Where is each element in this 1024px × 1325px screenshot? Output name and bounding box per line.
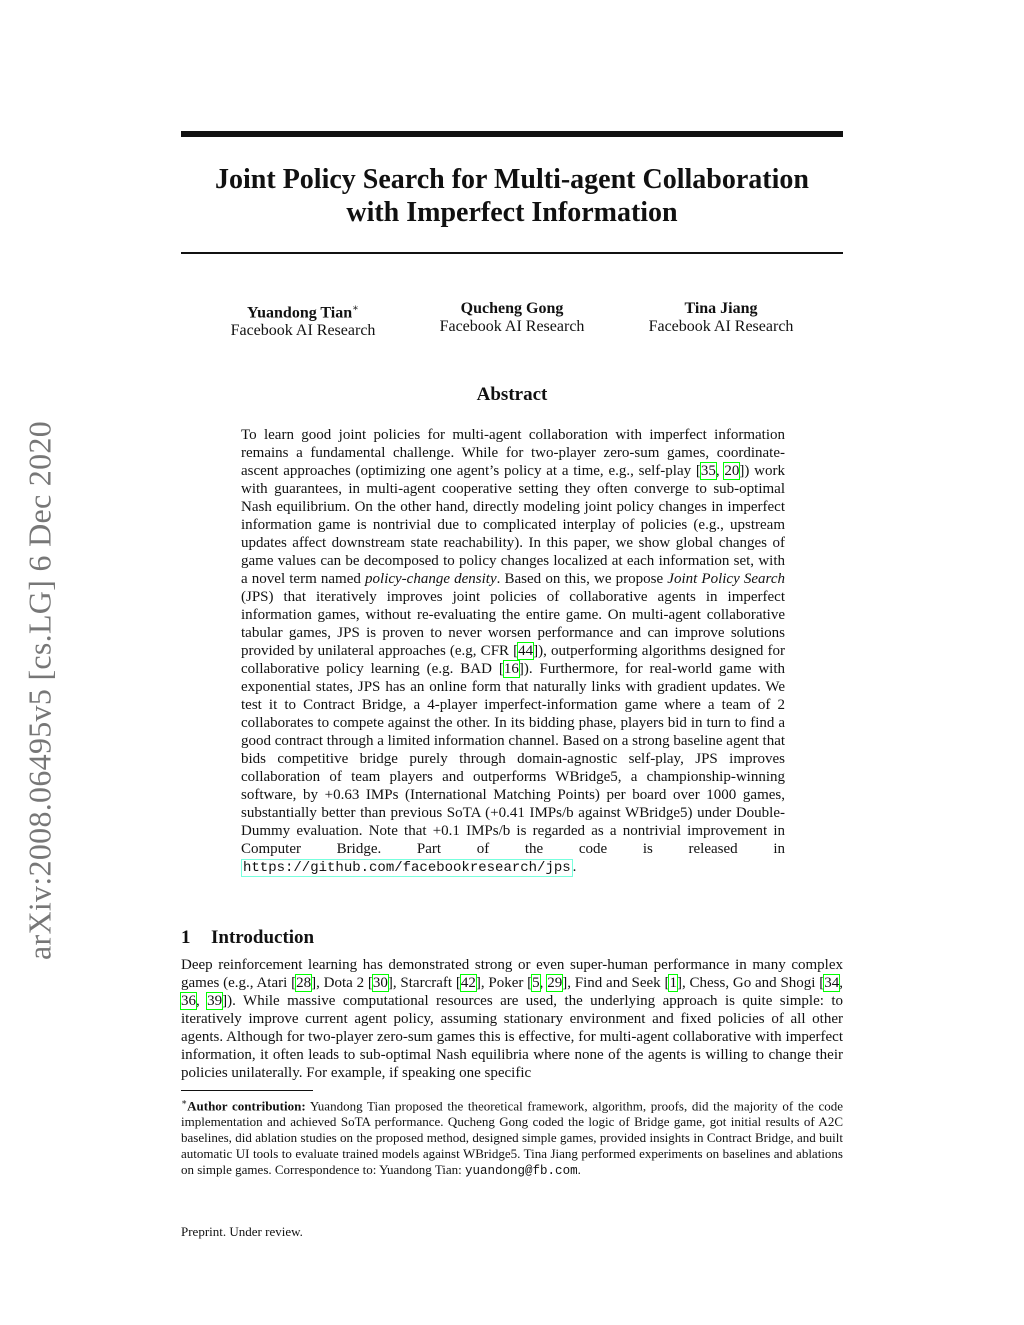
abstract-emphasis: policy-change density (365, 571, 497, 587)
footnote (181, 1094, 843, 1179)
citation-link[interactable]: 28 (296, 975, 312, 991)
intro-span: , (839, 975, 843, 991)
title-rule-bottom (181, 252, 843, 254)
arxiv-stamp: arXiv:2008.06495v5 [cs.LG] 6 Dec 2020 (21, 421, 58, 960)
intro-span: , (539, 975, 548, 991)
intro-span: Deep reinforcement learning has demonstrated strong or even super-human performance in many complex games (e.g., Atari [ (181, 957, 843, 991)
section-heading (181, 927, 314, 949)
citation-link[interactable]: 44 (518, 643, 534, 659)
footnote-end: . (577, 1162, 581, 1178)
title-line-1: Joint Policy Search for Multi-agent Collaboration (215, 164, 809, 195)
title-rule-top (181, 131, 843, 137)
abstract-span: ]) work with guarantees, in multi-agent cooperative setting they often converge to sub-optimal Nash equilibrium. On the other hand, directly modeling joint policy changes in imperfect information game is nontrivial due to complicated interplay of policies (e.g., upstream updates affect downstream state reachability). In this paper, we show global changes of game values can be decomposed to policy changes localized at each information set, with a novel term named (241, 463, 785, 587)
citation-link[interactable]: 42 (460, 975, 476, 991)
intro-paragraph (181, 956, 843, 1082)
intro-span: ], Find and Seek [ (562, 975, 670, 991)
code-url-link[interactable]: https://github.com/facebookresearch/jps (243, 860, 571, 876)
author-3 (601, 300, 841, 336)
section-title: Introduction (211, 927, 315, 948)
author-2 (392, 300, 632, 336)
citation-link[interactable]: 39 (207, 993, 223, 1009)
author-name: Tina Jiang (684, 300, 758, 317)
intro-span: ], Poker [ (475, 975, 533, 991)
author-affiliation: Facebook AI Research (648, 318, 794, 335)
intro-span: , (196, 993, 208, 1009)
author-affiliation: Facebook AI Research (230, 322, 376, 340)
intro-span: ]). While massive computational resources are used, the underlying approach is quite simple: to iteratively improve current agent policy, assuming stationary environment and fixed policies of all other agents. Although for two-player zero-sum games this is effective, for multi-agent collaborative with imperfect information, it often leads to sub-optimal Nash equilibria where none of the agents is willing to change their policies unilaterally. For example, if speaking one specific (181, 993, 843, 1081)
abstract-span: ]), outperforming algorithms designed for collaborative policy learning (e.g. BAD [ (241, 643, 786, 677)
abstract-span: . (572, 859, 577, 875)
author-1 (183, 300, 423, 340)
citation-link[interactable]: 5 (532, 975, 540, 991)
preprint-note: Preprint. Under review. (181, 1224, 303, 1239)
citation-link[interactable]: 1 (669, 975, 677, 991)
citation-link[interactable]: 16 (503, 661, 519, 677)
abstract-span: To learn good joint policies for multi-agent collaboration with imperfect information remains a fundamental challenge. While for two-player zero-sum games, coordinate-ascent approaches (optimizing one agent’s policy at a time, e.g., self-play [ (241, 427, 785, 479)
paper-title (181, 163, 843, 229)
title-line-2: with Imperfect Information (346, 197, 678, 228)
author-name: Yuandong Tian (247, 304, 353, 322)
citation-link[interactable]: 35 (700, 463, 716, 479)
abstract-span: . Based on this, we propose (496, 571, 668, 587)
abstract-text (241, 426, 785, 877)
footnote-text: Yuandong Tian proposed the theoretical framework, algorithm, proofs, did the majority of the code implementation and achieved SoTA performance. Qucheng Gong coded the logic of Bridge game, got initial results of A2C baselines, did ablation studies on the proposed method, designed simple games, provided insights in Contract Bridge, and built automatic UI tools to evaluate trained models against WBridge5. Tina Jiang performed experiments on baselines and ablations on simple games. Correspondence to: Yuandong Tian: (181, 1098, 843, 1178)
abstract-span: , (715, 463, 725, 479)
author-affiliation: Facebook AI Research (439, 318, 585, 335)
citation-link[interactable]: 34 (824, 975, 840, 991)
author-mark: ∗ (352, 303, 359, 314)
footnote-mark: ∗ (181, 1097, 188, 1107)
author-name: Qucheng Gong (460, 300, 564, 317)
email-address[interactable]: yuandong@fb.com (465, 1164, 578, 1179)
intro-span: ], Dota 2 [ (311, 975, 373, 991)
abstract-span: ]). Furthermore, for real-world game with exponential states, JPS has an online form that naturally links with gradient updates. We test it to Contract Bridge, a 4-player imperfect-information game where a team of 2 collaborates to compete against the other. In its bidding phase, players bid in turn to find a good contract through a limited information channel. Based on a strong baseline agent that bids competitive bridge purely through domain-agnostic self-play, JPS improves collaboration of team players and outperforms WBridge5, a championship-winning software, by +0.63 IMPs (International Matching Points) per board over 1000 games, substantially better than previous SoTA (+0.41 IMPs/b against WBridge5) under Double-Dummy evaluation. Note that +0.1 IMPs/b is regarded as a nontrivial improvement in Computer Bridge. Part of the code is released in (241, 661, 786, 857)
footnote-rule (181, 1090, 313, 1091)
footnote-label: Author contribution: (187, 1098, 306, 1114)
citation-link[interactable]: 20 (724, 463, 740, 479)
abstract-span: (JPS) that iteratively improves joint policies of collaborative agents in imperfect information games, without re-evaluating the entire game. On multi-agent collaborative tabular games, JPS is proven to never worsen performance and can improve solutions provided by unilateral approaches (e.g, CFR [ (241, 589, 785, 659)
citation-link[interactable]: 36 (181, 993, 196, 1009)
citation-link[interactable]: 29 (547, 975, 563, 991)
abstract-emphasis: Joint Policy Search (667, 571, 785, 587)
intro-span: ], Starcraft [ (387, 975, 461, 991)
abstract-heading: Abstract (476, 384, 548, 405)
citation-link[interactable]: 30 (372, 975, 388, 991)
intro-span: ], Chess, Go and Shogi [ (676, 975, 825, 991)
section-number: 1 (181, 927, 191, 948)
